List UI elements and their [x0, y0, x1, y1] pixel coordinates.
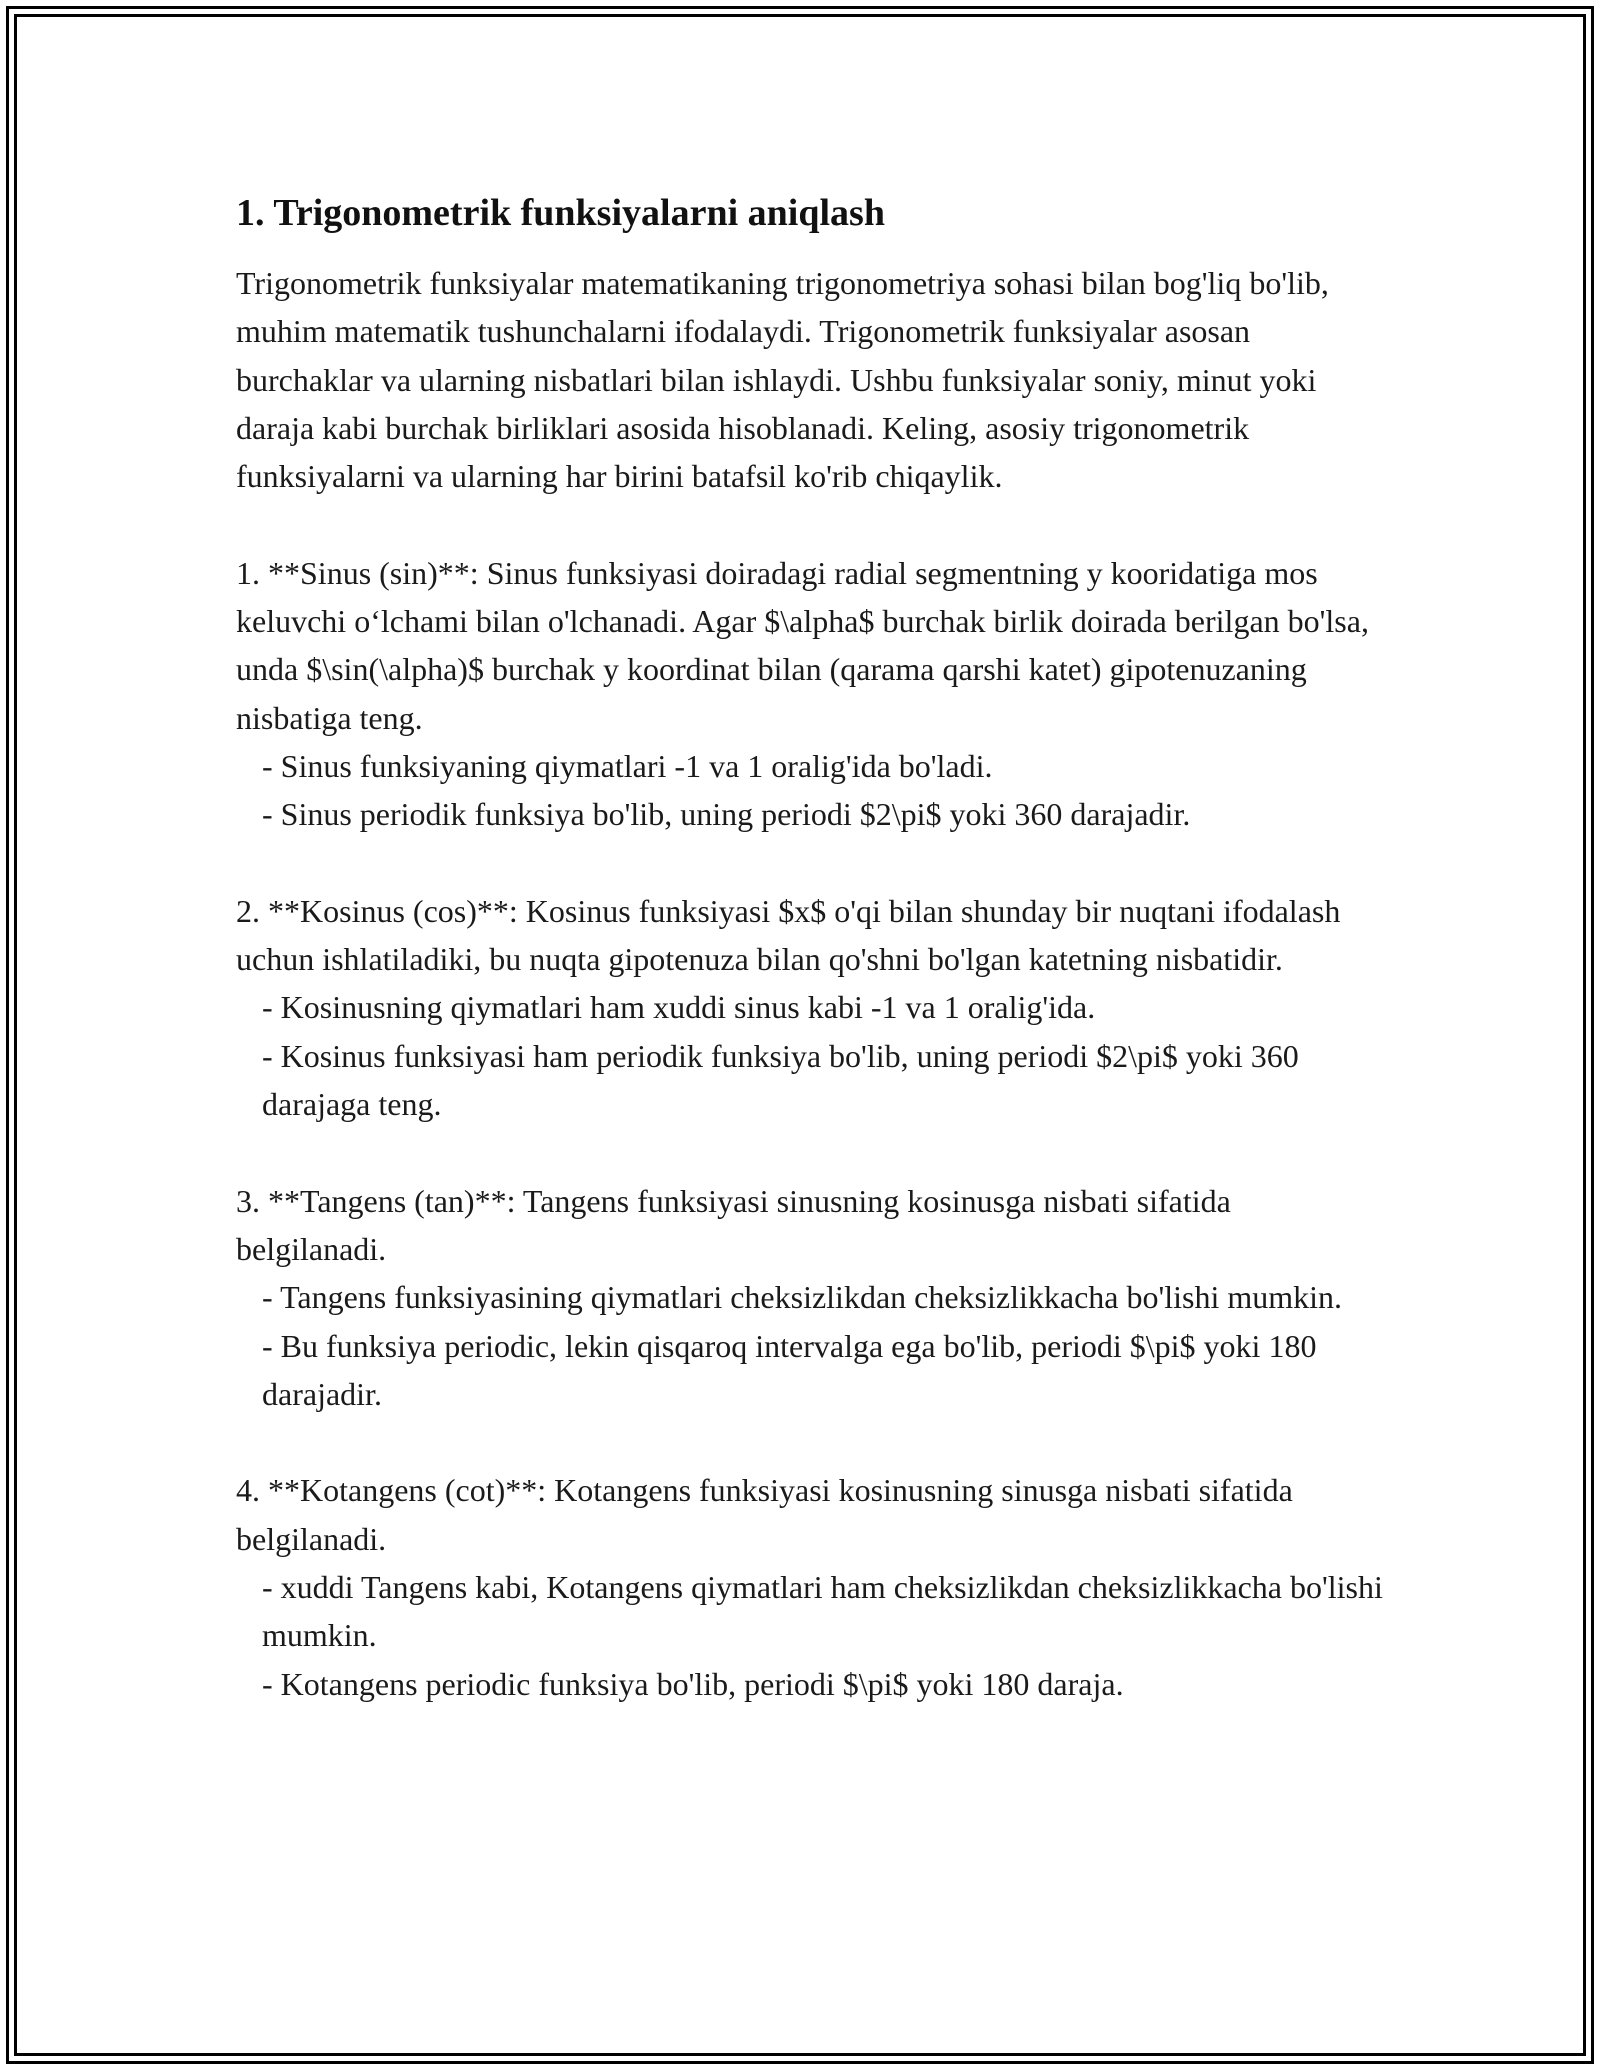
function-definition: 3. **Tangens (tan)**: Tangens funksiyasi sinusning kosinusga nisbati sifatida belgilanadi.: [236, 1182, 1239, 1267]
function-section-cos: [236, 887, 1386, 1128]
function-bullet: - Sinus periodik funksiya bo'lib, uning periodi $2\pi$ yoki 360 darajadir.: [262, 796, 1191, 833]
function-bullet: - xuddi Tangens kabi, Kotangens qiymatlari ham cheksizlikdan cheksizlikkacha bo'lishi mumkin.: [262, 1569, 1391, 1654]
paragraph-gap: [236, 1128, 1386, 1176]
function-bullet: - Kosinusning qiymatlari ham xuddi sinus kabi -1 va 1 oralig'ida.: [262, 989, 1096, 1026]
paragraph-gap: [236, 500, 1386, 548]
function-section-tan: [236, 1177, 1386, 1418]
section-heading: 1. Trigonometrik funksiyalarni aniqlash: [236, 192, 885, 234]
function-bullet: - Bu funksiya periodic, lekin qisqaroq intervalga ega bo'lib, periodi $\pi$ yoki 180 darajadir.: [262, 1327, 1325, 1412]
document-body: [236, 185, 1391, 1708]
function-section-sin: [236, 549, 1386, 839]
function-bullet: - Kosinus funksiyasi ham periodik funksiya bo'lib, uning periodi $2\pi$ yoki 360 darajaga teng.: [262, 1037, 1307, 1123]
function-definition: 1. **Sinus (sin)**: Sinus funksiyasi doiradagi radial segmentning y kooridatiga mos keluvchi o‘lchami bilan o'lchanadi. Agar $\alpha$ burchak birlik doirada berilgan bo'lsa, unda $\sin(\alpha)$ burchak y koordinat bilan (qarama qarshi katet) gipotenuzaning nisbatiga teng.: [236, 554, 1377, 736]
intro-paragraph: Trigonometrik funksiyalar matematikaning trigonometriya sohasi bilan bog'liq bo'lib, muhim matematik tushunchalarni ifodalaydi. Trigonometrik funksiyalar asosan burchaklar va ularning nisbatlari bilan ishlaydi. Ushbu funksiyalar soniy, minut yoki daraja kabi burchak birliklari asosida hisoblanadi. Keling, asosiy trigonometrik funksiyalarni va ularning har birini batafsil ko'rib chiqaylik.: [236, 265, 1337, 495]
function-section-cot: [236, 1466, 1391, 1707]
function-bullet: - Sinus funksiyaning qiymatlari -1 va 1 oralig'ida bo'ladi.: [262, 747, 993, 784]
paragraph-gap: [236, 839, 1386, 887]
paragraph-gap: [236, 1418, 1386, 1466]
function-definition: 4. **Kotangens (cot)**: Kotangens funksiyasi kosinusning sinusga nisbati sifatida belgilanadi.: [236, 1472, 1301, 1557]
function-bullet: - Tangens funksiyasining qiymatlari cheksizlikdan cheksizlikkacha bo'lishi mumkin.: [262, 1279, 1343, 1316]
function-definition: 2. **Kosinus (cos)**: Kosinus funksiyasi $x$ o'qi bilan shunday bir nuqtani ifodalash uchun ishlatiladiki, bu nuqta gipotenuza bilan qo'shni bo'lgan katetning nisbatidir.: [236, 892, 1349, 978]
function-bullet: - Kotangens periodic funksiya bo'lib, periodi $\pi$ yoki 180 daraja.: [262, 1665, 1124, 1702]
